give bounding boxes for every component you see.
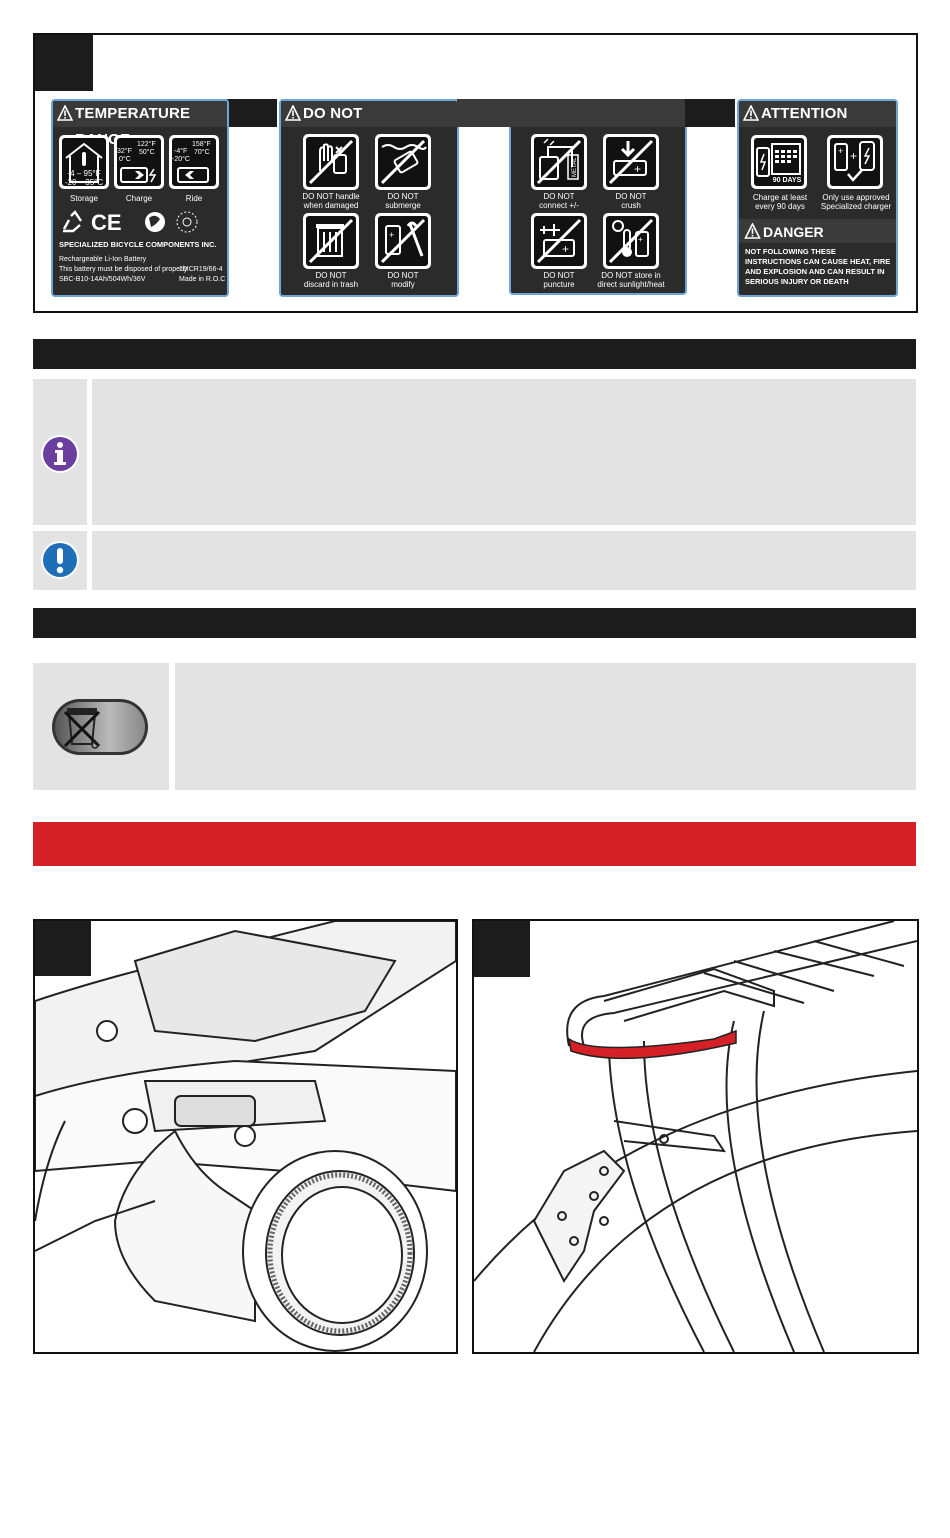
do-not-caption: DO NOT puncture <box>543 271 575 289</box>
warning-section-bar <box>33 822 916 866</box>
figure-number-box <box>35 35 93 91</box>
disposal-note: This battery must be disposed of properly <box>59 266 188 273</box>
ce-mark-icon: CE <box>91 210 122 235</box>
label-spacer <box>227 99 277 127</box>
origin: Made in R.O.C <box>179 276 226 283</box>
days-text: 90 DAYS <box>772 177 802 184</box>
storage-caption: Storage <box>69 194 99 203</box>
warning-triangle-icon <box>743 105 759 121</box>
puncture-icon <box>531 213 587 269</box>
label-gap <box>461 133 511 297</box>
storage-c: -20 – 35°C <box>64 178 104 187</box>
figure-number-box <box>474 921 530 977</box>
do-not-caption: DO NOT discard in trash <box>303 271 359 289</box>
submerge-icon <box>375 134 431 190</box>
do-not-caption: DO NOT store in direct sunlight/heat <box>597 271 665 289</box>
headlight-mount-illustration <box>33 919 458 1354</box>
do-not-head-extension <box>457 99 685 127</box>
charge-temp-icon <box>114 135 164 189</box>
charge-c-low: 0°C <box>119 156 131 163</box>
modify-tools-icon <box>375 213 431 269</box>
approved-charger-icon <box>827 135 883 189</box>
headlight-drawing <box>35 921 456 1352</box>
attention-caption-1: Charge at least every 90 days <box>752 193 808 211</box>
do-not-caption: DO NOT submerge <box>385 192 421 210</box>
ride-c-high: 70°C <box>194 149 210 156</box>
svg-text:+: + <box>638 235 643 244</box>
cell-code: 10ICR19/66-4 <box>179 266 223 273</box>
crush-icon <box>603 134 659 190</box>
svg-text:+: + <box>634 162 642 176</box>
do-not-caption: DO NOT modify <box>387 271 419 289</box>
svg-text:+: + <box>838 146 844 156</box>
warning-triangle-icon <box>744 223 761 239</box>
danger-heading: DANGER <box>763 224 824 240</box>
recycle-icon <box>63 212 81 231</box>
attention-panel <box>737 99 898 297</box>
discharging-battery-icon <box>172 165 216 185</box>
ride-temp-icon <box>169 135 219 189</box>
model-spec: SBC-B10-14Ah/504Wh/36V <box>59 276 146 283</box>
trash-bin-icon <box>303 213 359 269</box>
label-spacer <box>685 99 735 127</box>
disposal-note-body <box>175 663 916 790</box>
attention-caption-2: Only use approved Specialized charger <box>820 193 892 211</box>
section-header-bar <box>33 608 916 638</box>
battery-label-figure <box>33 33 918 313</box>
charge-interval-icon <box>751 135 807 189</box>
svg-text:+: + <box>562 242 570 256</box>
battery-label-strip <box>51 99 898 297</box>
sunlight-heat-icon <box>603 213 659 269</box>
certification-marks <box>59 209 223 235</box>
ride-f-high: 158°F <box>192 141 211 148</box>
do-not-caption: DO NOT handle when damaged <box>302 192 360 210</box>
ride-c-low: -20°C <box>172 156 190 163</box>
figure-number-box <box>35 921 91 976</box>
red-reflector-strip <box>569 1031 736 1058</box>
storage-temp-icon <box>59 135 109 189</box>
ride-f-low: -4°F <box>174 148 188 155</box>
charge-caption: Charge <box>125 194 153 203</box>
label-gap <box>689 133 735 297</box>
rack-drawing <box>474 921 917 1352</box>
ride-caption: Ride <box>185 194 203 203</box>
alert-note-body <box>92 531 916 590</box>
svg-text:METAL: METAL <box>572 157 578 177</box>
warning-triangle-icon <box>57 105 73 121</box>
svg-text:+: + <box>389 230 395 240</box>
temperature-panel <box>51 99 229 297</box>
storage-f: -4 – 95°F <box>67 169 101 178</box>
charge-f-high: 122°F <box>137 141 156 148</box>
exclamation-icon <box>40 540 80 580</box>
do-not-caption: DO NOT crush <box>615 192 647 210</box>
charge-c-high: 50°C <box>139 149 155 156</box>
damaged-battery-icon <box>303 134 359 190</box>
label-gap <box>231 133 277 297</box>
danger-text: NOT FOLLOWING THESE INSTRUCTIONS CAN CAUSE HEAT, FIRE AND EXPLOSION AND CAN RESULT IN SERIOUS INJURY OR DEATH <box>745 247 891 286</box>
charge-f-low: 32°F <box>117 148 132 155</box>
attention-heading: ATTENTION <box>739 101 896 127</box>
do-not-heading: DO NOT <box>281 101 457 127</box>
company-name: SPECIALIZED BICYCLE COMPONENTS INC. <box>59 240 217 249</box>
info-icon <box>40 434 80 474</box>
temperature-heading: TEMPERATURE <box>53 101 227 127</box>
svg-text:+: + <box>850 149 858 163</box>
warning-triangle-icon <box>285 105 301 121</box>
connector-icon <box>177 212 197 232</box>
charging-battery-icon <box>117 165 161 185</box>
battery-type: Rechargeable Li-Ion Battery <box>59 256 147 263</box>
do-not-caption: DO NOT connect +/- <box>539 192 579 210</box>
short-circuit-icon <box>531 134 587 190</box>
crossed-bin-icon <box>51 698 149 756</box>
section-header-bar <box>33 339 916 369</box>
rear-rack-illustration <box>472 919 919 1354</box>
info-note-body <box>92 379 916 525</box>
